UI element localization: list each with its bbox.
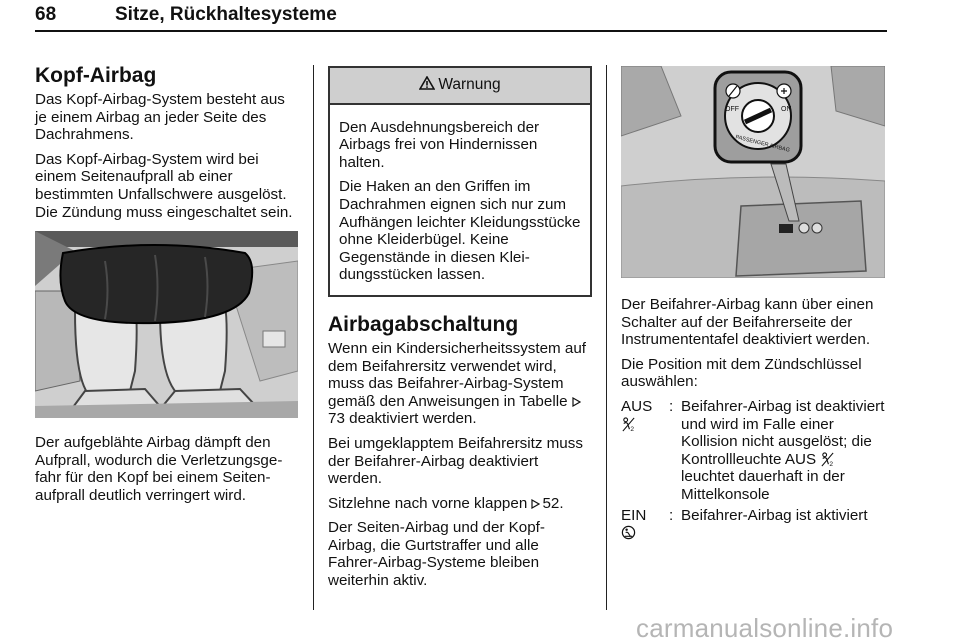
text: Sitzlehne nach vorne klappen — [328, 494, 532, 512]
header-rule — [35, 30, 887, 32]
colon: : — [669, 397, 674, 415]
heading-airbagabschaltung: Airbagabschaltung — [328, 312, 519, 336]
paragraph — [328, 495, 592, 513]
paragraph: Der Beifahrer-Airbag kann über einen Schalter auf der Beifahrerseite der Instrumententafel deaktiviert werden. — [621, 296, 874, 349]
airbag-on-icon — [777, 84, 791, 98]
warning-triangle-icon — [419, 76, 435, 90]
switch-position-list — [621, 398, 886, 542]
switch-desc-aus — [681, 398, 886, 504]
text: Beifahrer-Airbag ist deaktiviert und wird im Falle einer Kollision nicht ausgelöst; die Kontrollleuchte AUS — [681, 397, 885, 468]
airbag-off-icon — [820, 452, 835, 467]
switch-on-label: ON — [781, 106, 792, 113]
airbag-on-icon — [621, 525, 636, 540]
switch-key-ein: EIN — [621, 506, 647, 524]
text: leuchtet dauerhaft in der Mittelkonsole — [681, 468, 845, 503]
warning-paragraph: Den Ausdehnungsbereich der Airbags frei von Hindernissen halten. — [339, 118, 540, 171]
text: Wenn ein Kindersicherheitssystem auf dem Beifahrersitz verwendet wird, muss das Beifahrer-Airbag-System gemäß den Anweisungen in Tabelle — [328, 339, 587, 410]
heading-kopf-airbag: Kopf-Airbag — [35, 64, 157, 87]
column-1 — [35, 64, 300, 512]
page-reference-link[interactable]: 73 — [328, 410, 345, 428]
switch-key-cell — [621, 398, 669, 433]
switch-key-aus: AUS — [621, 397, 653, 415]
paragraph: Das Kopf-Airbag-System besteht aus je einem Airbag an jeder Seite des Dachrahmens. — [35, 91, 285, 144]
column-divider-1 — [313, 65, 314, 610]
paragraph: Die Position mit dem Zündschlüssel auswählen: — [621, 355, 862, 391]
svg-text:2: 2 — [829, 460, 834, 467]
paragraph: Das Kopf-Airbag-System wird bei einem Seitenaufprall ab einer bestimmten Unfallschwere ausgelöst. Die Zündung muss eingeschaltet sein. — [35, 150, 293, 221]
column-3 — [621, 66, 886, 545]
svg-text:2: 2 — [630, 425, 635, 432]
paragraph: Der aufgeblähte Airbag dämpft den Aufprall, wodurch die Verletzungsgefahr für den Kopf bei einem Seitenaufprall deutlich verringert wird. — [35, 434, 283, 504]
watermark: carmanualsonline.info — [636, 613, 894, 643]
switch-row-aus — [621, 398, 886, 504]
warning-paragraph: Die Haken an den Griffen im Dachrahmen eignen sich nur zum Aufhängen leichter Kleidungsstücke ohne Kleiderbügel. Keine Gegenstände in diesen Kleidungsstücken lassen. — [339, 178, 581, 284]
page-reference-icon — [572, 397, 581, 407]
switch-desc-ein: Beifahrer-Airbag ist aktiviert — [681, 506, 868, 524]
warning-header — [330, 68, 590, 105]
page-reference-icon — [531, 499, 540, 509]
warning-body — [330, 105, 590, 295]
airbag-switch-illustration — [621, 66, 885, 278]
airbag-off-icon — [726, 84, 740, 98]
text: deaktiviert werden. — [344, 410, 477, 428]
warning-title: Warnung — [438, 76, 501, 93]
switch-off-label: OFF — [725, 106, 739, 113]
switch-key-cell — [621, 507, 669, 542]
chapter-title: Sitze, Rückhaltesysteme — [115, 4, 337, 25]
warning-box — [328, 66, 592, 297]
column-2 — [328, 66, 592, 597]
paragraph: Bei umgeklapptem Beifahrersitz muss der Beifahrer-Airbag deaktiviert werden. — [328, 434, 583, 488]
airbag-off-icon — [621, 417, 636, 432]
switch-row-ein — [621, 507, 886, 542]
page-number: 68 — [35, 4, 57, 25]
curtain-airbag-illustration — [35, 231, 298, 418]
switch-ring-text: PASSENGER AIRBAG — [734, 134, 791, 154]
colon: : — [669, 506, 674, 524]
page-reference-link[interactable]: 52. — [542, 494, 564, 512]
column-divider-2 — [606, 65, 607, 610]
paragraph — [328, 340, 592, 428]
paragraph: Der Seiten-Airbag und der Kopf-Airbag, die Gurtstraffer und alle Fahrer-Airbag-Systeme bleiben weiterhin aktiv. — [328, 519, 545, 590]
